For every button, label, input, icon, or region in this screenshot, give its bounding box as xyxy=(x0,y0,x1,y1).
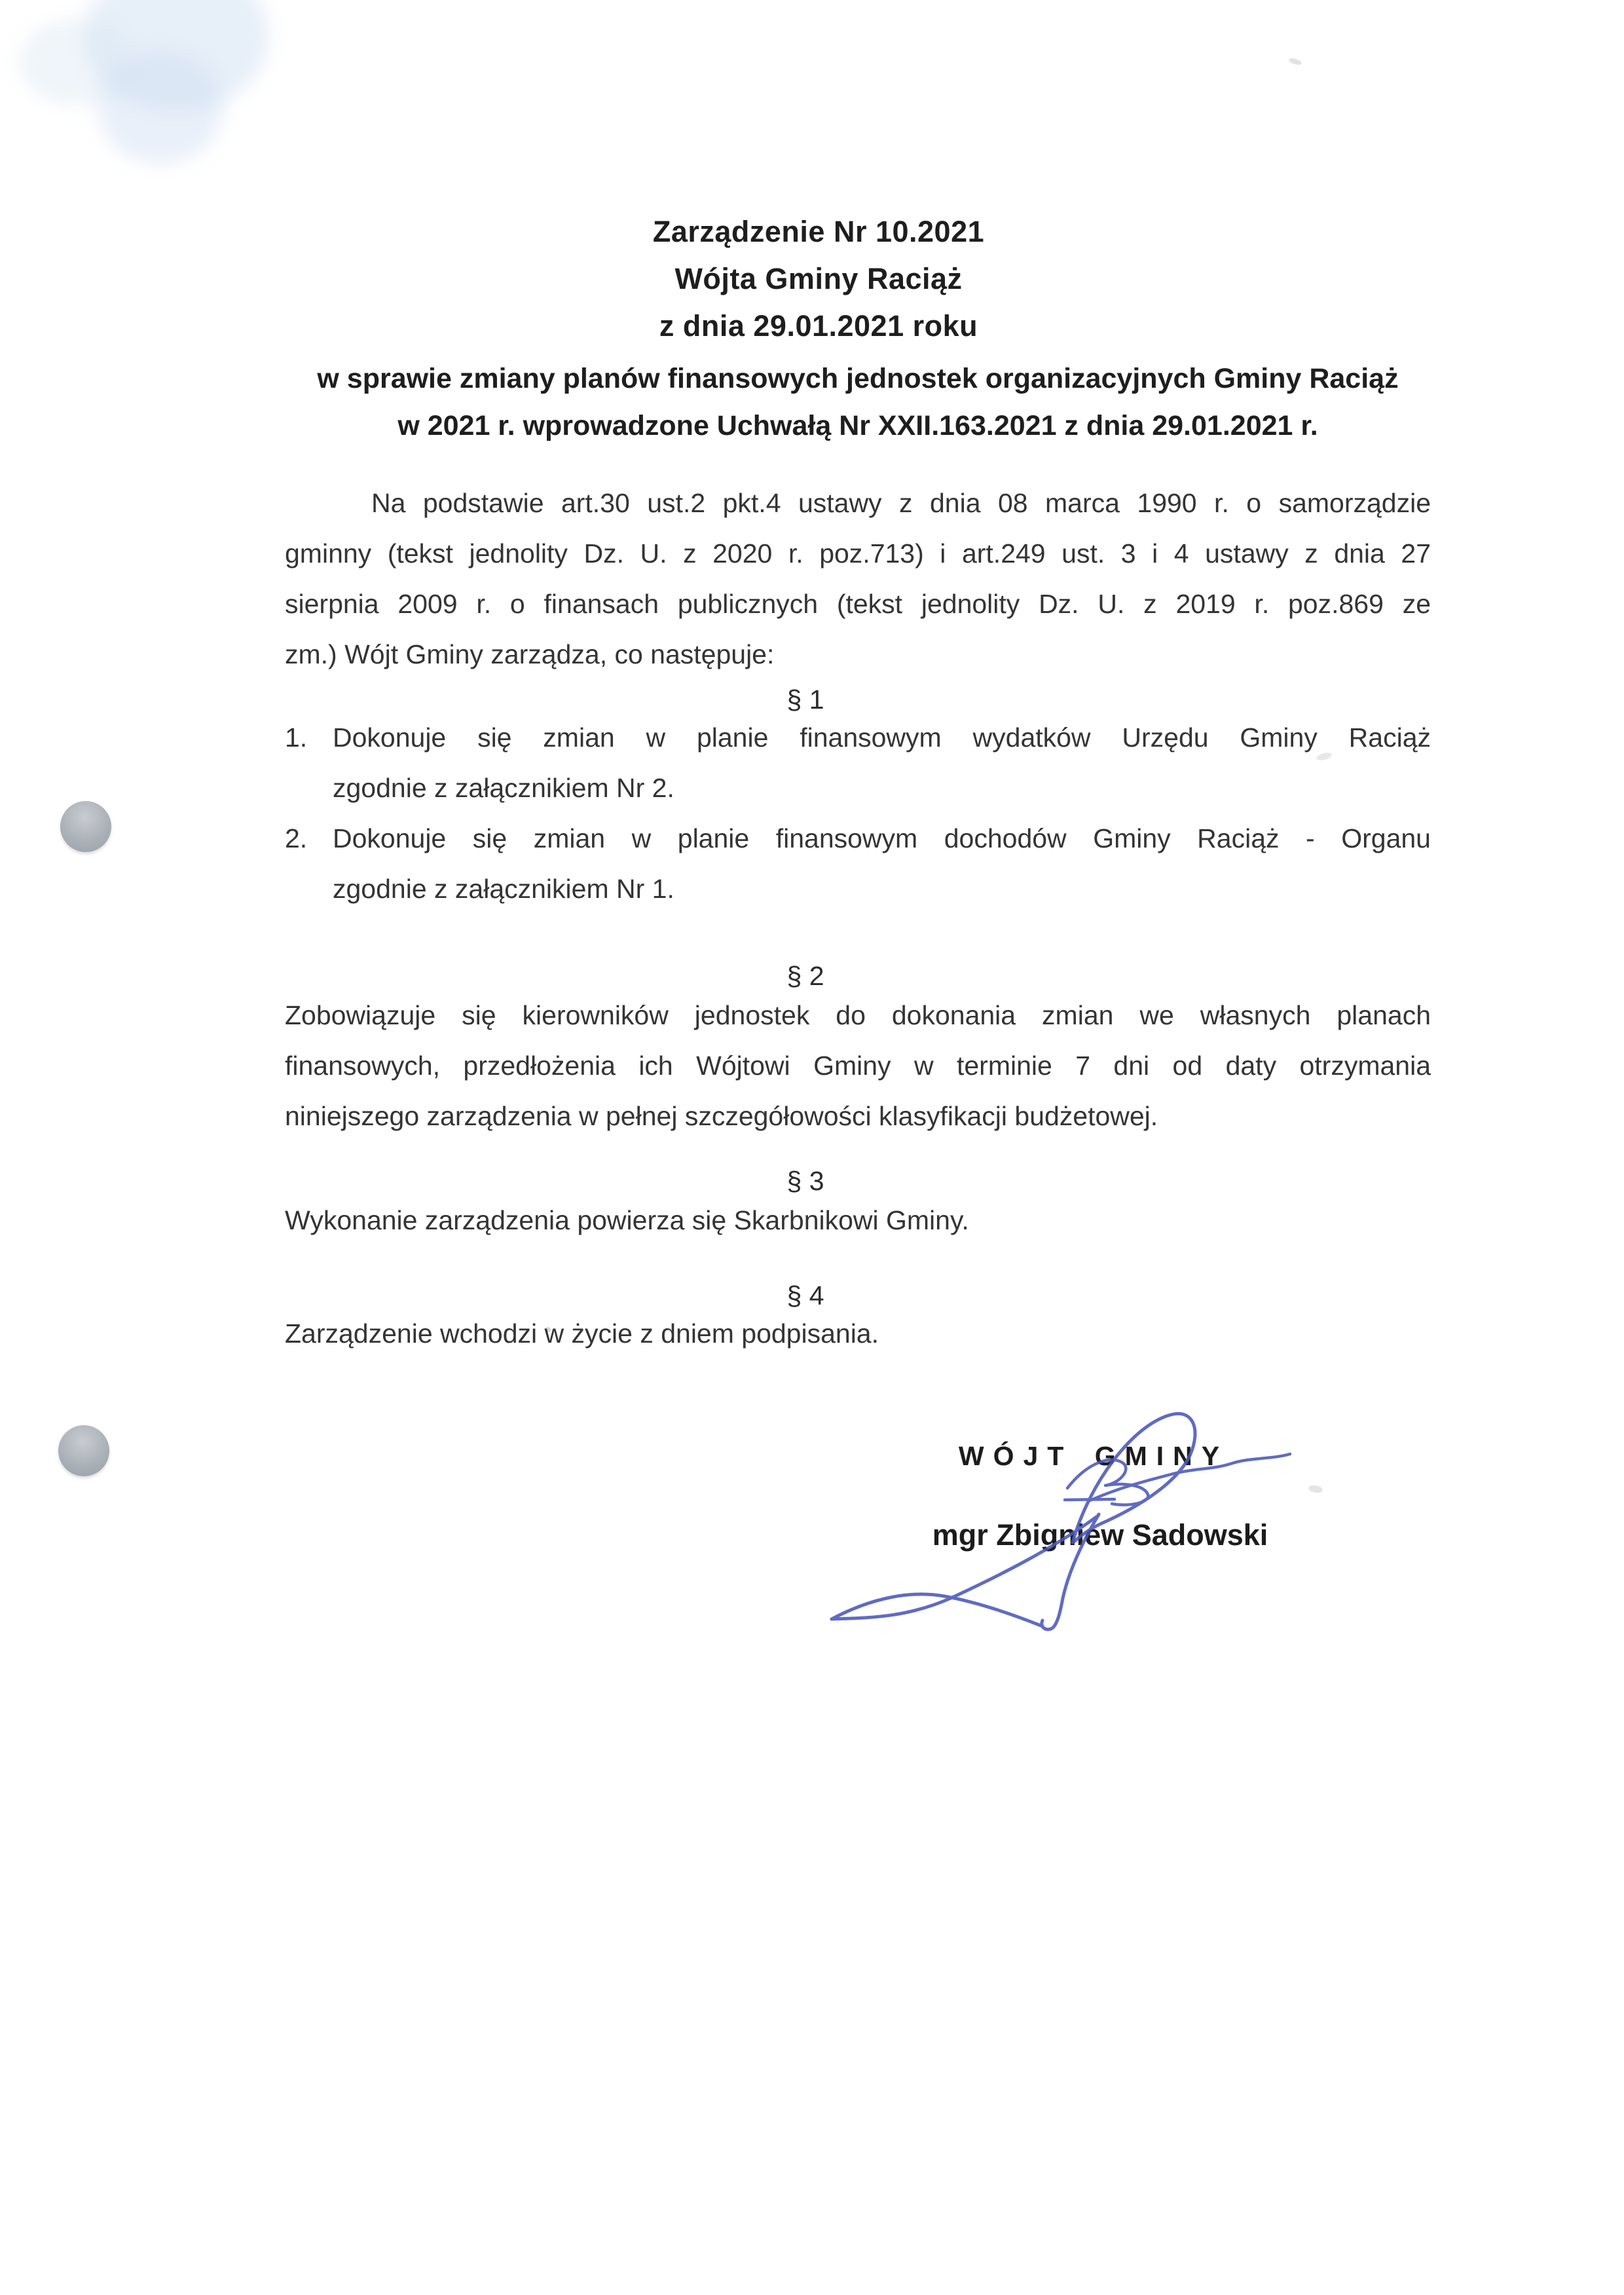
subject-line: w sprawie zmiany planów finansowych jednostek organizacyjnych Gminy Raciąż xyxy=(317,363,1399,394)
section-1-heading: § 1 xyxy=(786,684,824,715)
title-line: z dnia 29.01.2021 roku xyxy=(659,309,978,343)
list-item-number: 2. xyxy=(285,823,308,853)
text-line: Dokonuje się zmian w planie finansowym wydatków Urzędu Gminy Raciąż xyxy=(333,722,1431,753)
text-line: zm.) Wójt Gminy zarządza, co następuje: xyxy=(285,639,775,669)
text-line: finansowych, przedłożenia ich Wójtowi Gminy w terminie 7 dni od daty otrzymania xyxy=(285,1051,1431,1081)
list-item-number: 1. xyxy=(285,722,308,753)
section-3-heading: § 3 xyxy=(786,1166,824,1196)
text-line: Dokonuje się zmian w planie finansowym dochodów Gminy Raciąż - Organu xyxy=(333,823,1431,853)
preamble-paragraph xyxy=(285,478,1431,680)
scan-speck xyxy=(1308,1484,1323,1494)
text-line: sierpnia 2009 r. o finansach publicznych (tekst jednolity Dz. U. z 2019 r. poz.869 ze xyxy=(285,589,1431,619)
text-line: niniejszego zarządzenia w pełnej szczegółowości klasyfikacji budżetowej. xyxy=(285,1101,1158,1131)
title-line: Wójta Gminy Raciąż xyxy=(674,262,963,295)
text-line: Zobowiązuje się kierowników jednostek do dokonania zmian we własnych planach xyxy=(285,1000,1431,1030)
text-line: zgodnie z załącznikiem Nr 2. xyxy=(333,773,674,803)
section-2-heading: § 2 xyxy=(786,961,824,991)
text-line: zgodnie z załącznikiem Nr 1. xyxy=(333,874,674,904)
title-line: Zarządzenie Nr 10.2021 xyxy=(652,215,985,248)
list-item xyxy=(285,713,1431,813)
section-3-paragraph: Wykonanie zarządzenia powierza się Skarbnikowi Gminy. xyxy=(285,1205,969,1235)
punch-hole-top xyxy=(60,801,111,852)
text-line: Na podstawie art.30 ust.2 pkt.4 ustawy z dnia 08 marca 1990 r. o samorządzie xyxy=(371,488,1431,518)
section-4-paragraph: Zarządzenie wchodzi w życie z dniem podpisania. xyxy=(285,1318,879,1349)
section-1-list xyxy=(285,713,1431,914)
section-2-paragraph xyxy=(285,990,1431,1142)
signature-name: mgr Zbigniew Sadowski xyxy=(932,1518,1268,1552)
subject-line: w 2021 r. wprowadzone Uchwałą Nr XXII.163.2021 z dnia 29.01.2021 r. xyxy=(397,410,1318,441)
section-4-heading: § 4 xyxy=(786,1280,824,1311)
list-item xyxy=(285,813,1431,914)
text-line: gminny (tekst jednolity Dz. U. z 2020 r. poz.713) i art.249 ust. 3 i 4 ustawy z dnia 27 xyxy=(285,538,1431,569)
signature-role-label: WÓJT GMINY xyxy=(958,1441,1229,1471)
scan-smudge xyxy=(98,52,223,164)
punch-hole-bottom xyxy=(58,1425,109,1476)
document-subject xyxy=(285,355,1431,449)
scan-speck xyxy=(1288,57,1302,66)
document-title xyxy=(246,208,1392,350)
